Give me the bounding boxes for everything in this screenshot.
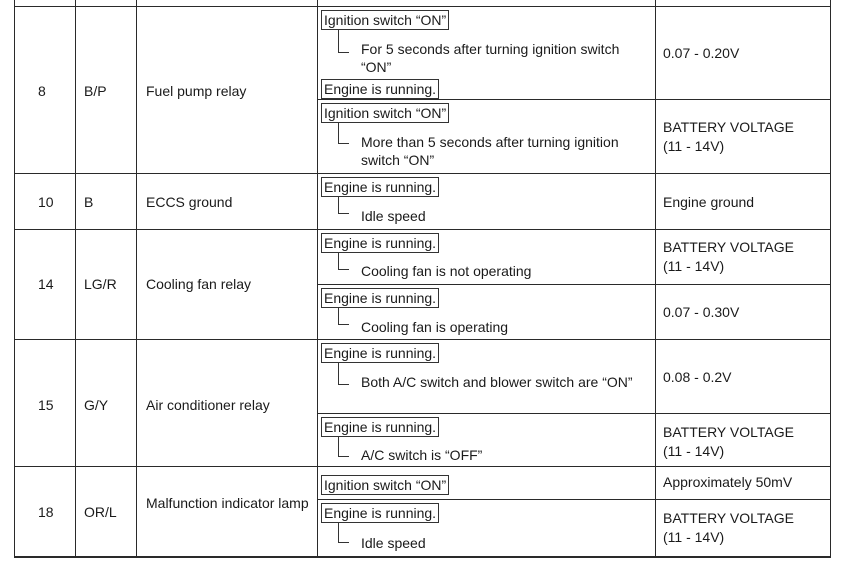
item-name: ECCS ground — [146, 194, 233, 210]
expected-value: BATTERY VOLTAGE (11 - 14V) — [663, 510, 794, 545]
condition-box: Ignition switch “ON” — [321, 103, 449, 123]
condition-box: Engine is running. — [321, 343, 439, 363]
expected-value: BATTERY VOLTAGE (11 - 14V) — [663, 119, 794, 154]
table-bottom-border — [14, 556, 831, 558]
expected-value: BATTERY VOLTAGE (11 - 14V) — [663, 239, 794, 274]
row-separator — [14, 339, 831, 340]
condition-detail: Both A/C switch and blower switch are “ON” — [361, 374, 633, 390]
branch-connector — [338, 30, 349, 53]
condition-detail: Cooling fan is operating — [361, 319, 509, 335]
item-name: Air conditioner relay — [146, 397, 270, 413]
expected-value: 0.07 - 0.30V — [663, 304, 740, 320]
condition-separator — [317, 499, 831, 500]
condition-box: Engine is running. — [321, 417, 439, 437]
col-divider-condition — [655, 0, 656, 558]
terminal-number: 15 — [38, 397, 54, 413]
left-border — [14, 0, 15, 558]
condition-box: Ignition switch “ON” — [321, 475, 449, 495]
expected-value: BATTERY VOLTAGE (11 - 14V) — [663, 424, 794, 459]
branch-connector — [338, 523, 349, 543]
condition-separator — [317, 413, 831, 414]
condition-separator — [317, 99, 831, 100]
condition-detail: Idle speed — [361, 208, 426, 224]
branch-connector — [338, 308, 349, 325]
branch-connector — [338, 437, 349, 457]
expected-value: Engine ground — [663, 194, 755, 210]
expected-value: Approximately 50mV — [663, 474, 793, 490]
item-name: Cooling fan relay — [146, 276, 252, 292]
terminal-number: 18 — [38, 504, 54, 520]
condition-box: Engine is running. — [321, 503, 439, 523]
branch-connector — [338, 253, 349, 270]
condition-detail: More than 5 seconds after turning ignition switch “ON” — [361, 134, 619, 168]
wire-color: B — [84, 194, 94, 210]
col-divider-item — [317, 0, 318, 558]
item-name: Malfunction indicator lamp — [146, 495, 309, 511]
condition-detail: Idle speed — [361, 535, 426, 551]
branch-connector — [338, 363, 349, 385]
item-name: Fuel pump relay — [146, 83, 247, 99]
condition-detail: For 5 seconds after turning ignition switch “ON” — [361, 41, 620, 75]
terminal-number: 10 — [38, 194, 54, 210]
wire-color: G/Y — [84, 397, 109, 413]
condition-box: Engine is running. — [321, 79, 439, 99]
branch-connector — [338, 197, 349, 214]
row-separator — [14, 229, 831, 230]
row-separator — [14, 173, 831, 174]
terminal-number: 8 — [38, 83, 46, 99]
condition-separator — [317, 284, 831, 285]
row-separator — [14, 6, 831, 7]
condition-detail: Cooling fan is not operating — [361, 263, 532, 279]
condition-box: Engine is running. — [321, 177, 439, 197]
row-separator — [14, 466, 831, 467]
right-border — [830, 0, 831, 558]
condition-box: Engine is running. — [321, 288, 439, 308]
condition-box: Ignition switch “ON” — [321, 10, 449, 30]
wire-color: LG/R — [84, 276, 117, 292]
col-divider-terminal — [75, 0, 76, 558]
col-divider-wire — [136, 0, 137, 558]
condition-detail: A/C switch is “OFF” — [361, 447, 483, 463]
condition-box: Engine is running. — [321, 233, 439, 253]
branch-connector — [338, 123, 349, 144]
wire-color: B/P — [84, 83, 107, 99]
terminal-number: 14 — [38, 276, 54, 292]
wire-color: OR/L — [84, 504, 117, 520]
expected-value: 0.08 - 0.2V — [663, 369, 732, 385]
expected-value: 0.07 - 0.20V — [663, 45, 740, 61]
